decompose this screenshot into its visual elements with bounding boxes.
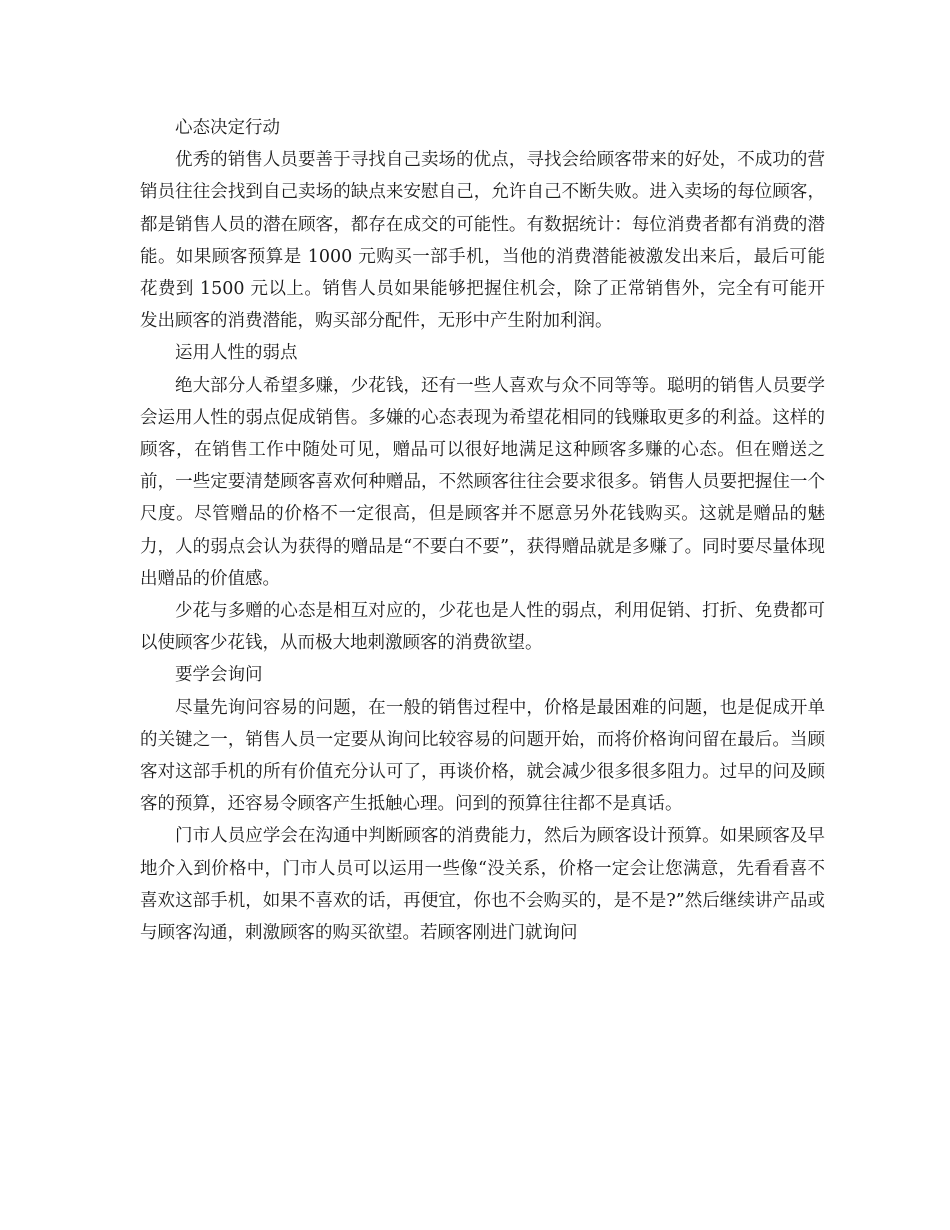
paragraph-spend-less: 少花与多赠的心态是相互对应的，少花也是人性的弱点，利用促销、打折、免费都可以使顾客少花钱，从而极大地刺激顾客的消费欲望。	[140, 601, 825, 654]
paragraph-asking-easy-questions: 尽量先询问容易的问题，在一般的销售过程中，价格是最困难的问题，也是促成开单的关键之一，销售人员一定要从询问比较容易的问题开始，而将价格询问留在最后。当顾客对这部手机的所有价值充分认可了，再谈价格，就会减少很多很多阻力。过早的问及顾客的预算，还容易令顾客产生抵触心理。问到的预算往往都不是真话。	[140, 697, 825, 815]
section-heading-mindset: 心态决定行动	[175, 118, 280, 138]
paragraph-mindset: 优秀的销售人员要善于寻找自己卖场的优点，寻找会给顾客带来的好处，不成功的营销员往往会找到自己卖场的缺点来安慰自己，允许自己不断失败。进入卖场的每位顾客，都是销售人员的潜在顾客，都存在成交的可能性。有数据统计：每位消费者都有消费的潜能。如果顾客预算是 1000 元购买一部手机，当他的消费潜能被激发出来后，最后可能花费到 1500 元以上。销售人员如果能够把握住机会，除了正常销售外，完全有可能开发出顾客的消费潜能，购买部分配件，无形中产生附加利润。	[140, 150, 825, 332]
paragraph-human-weakness: 绝大部分人希望多赚，少花钱，还有一些人喜欢与众不同等等。聪明的销售人员要学会运用人性的弱点促成销售。多嫌的心态表现为希望花相同的钱赚取更多的利益。这样的顾客，在销售工作中随处可见，赠品可以很好地满足这种顾客多赚的心态。但在赠送之前，一些定要清楚顾客喜欢何种赠品，不然顾客往往会要求很多。销售人员要把握住一个尺度。尽管赠品的价格不一定很高，但是顾客并不愿意另外花钱购买。这就是赠品的魅力，人的弱点会认为获得的赠品是“不要白不要”，获得赠品就是多赚了。同时要尽量体现出赠品的价值感。	[140, 375, 825, 589]
section-heading-human-weakness: 运用人性的弱点	[175, 343, 298, 364]
section-heading-asking: 要学会询问	[175, 665, 263, 686]
paragraph-budget-design: 门市人员应学会在沟通中判断顾客的消费能力，然后为顾客设计预算。如果顾客及早地介入到价格中，门市人员可以运用一些像“没关系，价格一定会让您满意，先看看喜不喜欢这部手机，如果不喜欢的话，再便宜，你也不会购买的，是不是?”然后继续讲产品或与顾客沟通，刺激顾客的购买欲望。若顾客刚进门就询问	[140, 826, 825, 944]
document-body	[140, 112, 825, 949]
